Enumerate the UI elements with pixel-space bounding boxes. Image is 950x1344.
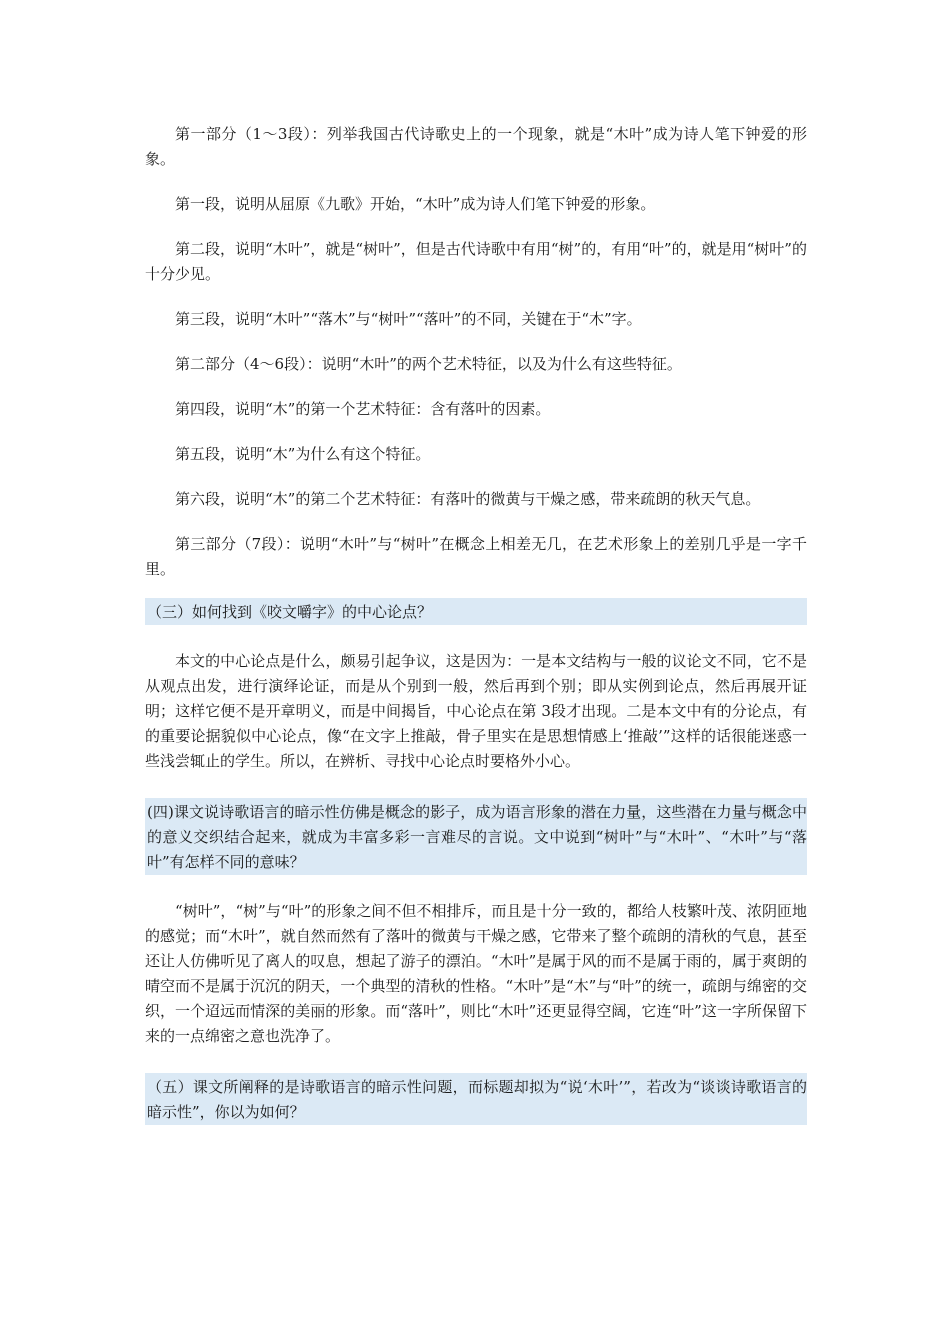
answer-4: “树叶”，“树”与“叶”的形象之间不但不相排斥，而且是十分一致的，都给人枝繁叶茂、浓阴匝地的感觉；而“木叶”，就自然而然有了落叶的微黄与干燥之感，它带来了整个疏朗的清秋的气息，甚至还让人仿佛听见了离人的叹息，想起了游子的漂泊。“木叶”是属于风的而不是属于雨的，属于爽朗的晴空而不是属于沉沉的阴天，一个典型的清秋的性格。“木叶”是“木”与“叶”的统一，疏朗与绵密的交织，一个迢远而情深的美丽的形象。而“落叶”，则比“木叶”还更显得空阔，它连“叶”这一字所保留下来的一点绵密之意也洗净了。 — [145, 902, 807, 1045]
answer-3: 本文的中心论点是什么，颇易引起争议，这是因为：一是本文结构与一般的议论文不同，它不是从观点出发，进行演绎论证，而是从个别到一般，然后再到个别；即从实例到论点，然后再展开证明；这样它便不是开章明义，而是中间揭旨，中心论点在第 3段才出现。二是本文中有的分论点，有的重要论据貌似中心论点，像“在文字上推敲，骨子里实在是思想情感上‘推敲’”这样的话很能迷惑一些浅尝辄止的学生。所以，在辨析、寻找中心论点时要格外小心。 — [145, 652, 807, 770]
paragraph-3-summary: 第三段，说明“木叶”“落木”与“树叶”“落叶”的不同，关键在于“木”字。 — [175, 310, 642, 328]
paragraph-5-summary: 第五段，说明“木”为什么有这个特征。 — [175, 445, 431, 463]
paragraph-6-summary: 第六段，说明“木”的第二个艺术特征：有落叶的微黄与干燥之感，带来疏朗的秋天气息。 — [175, 490, 761, 508]
part2-summary: 第二部分（4～6段）：说明“木叶”的两个艺术特征，以及为什么有这些特征。 — [175, 355, 682, 373]
paragraph-1-summary: 第一段，说明从屈原《九歌》开始，“木叶”成为诗人们笔下钟爱的形象。 — [175, 195, 656, 213]
document-page — [145, 122, 807, 1125]
question-5: （五）课文所阐释的是诗歌语言的暗示性问题，而标题却拟为“说‘木叶’”，若改为“谈谈诗歌语言的暗示性”，你以为如何？ — [145, 1073, 807, 1125]
question-4: (四)课文说诗歌语言的暗示性仿佛是概念的影子，成为语言形象的潜在力量，这些潜在力量与概念中的意义交织结合起来，就成为丰富多彩一言难尽的言说。文中说到“树叶”与“木叶”、“木叶”与“落叶”有怎样不同的意味？ — [145, 798, 807, 875]
question-3: （三）如何找到《咬文嚼字》的中心论点？ — [145, 598, 807, 625]
part3-summary: 第三部分（7段）：说明“木叶”与“树叶”在概念上相差无几，在艺术形象上的差别几乎是一字千里。 — [145, 535, 807, 578]
part1-summary: 第一部分（1～3段）：列举我国古代诗歌史上的一个现象，就是“木叶”成为诗人笔下钟爱的形象。 — [145, 125, 807, 168]
paragraph-2-summary: 第二段，说明“木叶”，就是“树叶”，但是古代诗歌中有用“树”的，有用“叶”的，就是用“树叶”的十分少见。 — [145, 240, 807, 283]
paragraph-4-summary: 第四段，说明“木”的第一个艺术特征：含有落叶的因素。 — [175, 400, 551, 418]
